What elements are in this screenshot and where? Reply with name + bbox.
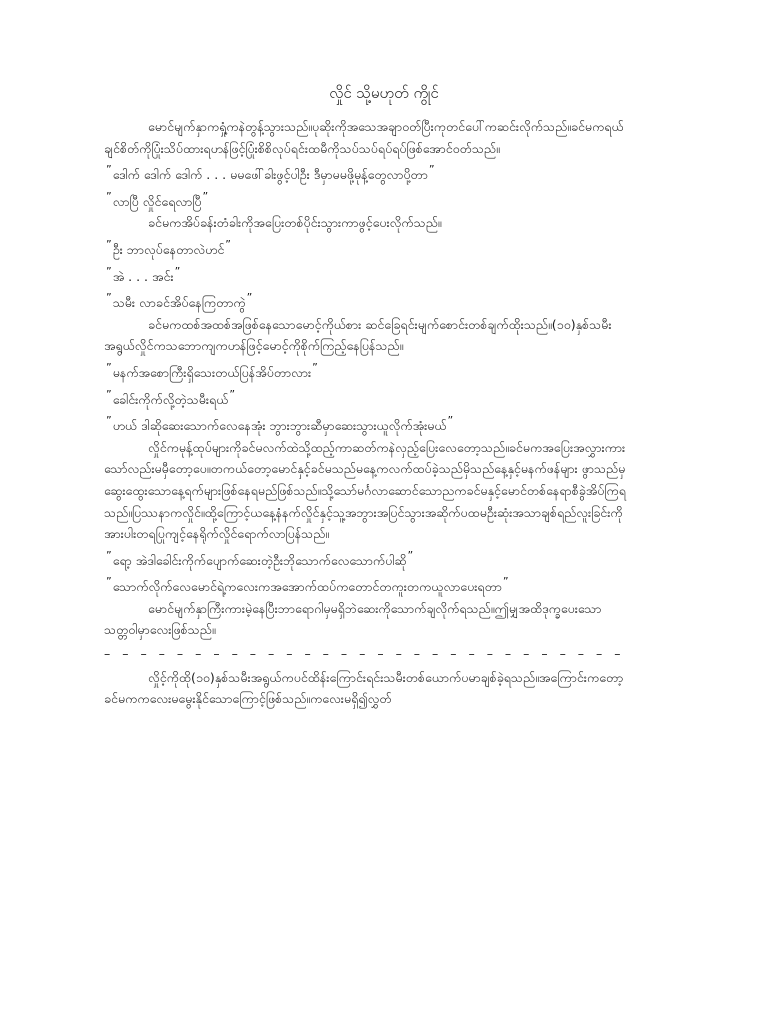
paragraph: ခင်မကအိပ်ခန်းတံခါးကိုအပြေးတစ်ပိုင်းသွားကာဖွင့်ပေးလိုက်သည်။ [148,215,442,231]
paragraph: မောင်မျက်နှာကရှုံ့ကနဲတွန့်သွားသည်။ပုဆိုးကိုအသေအချာဝတ်ပြီးကုတင်ပေါ်ကဆင်းလိုက်သည်။ခင်မကရယ်ချင်စိတ်ကိုပြုံးသိပ်ထားရဟန်ဖြင့်ပြုံးစိစိလုပ်ရင်းထမီကိုသပ်သပ်ရပ်ရပ်ဖြစ်အောင်ဝတ်သည်။ [104,119,624,156]
dialog-line [104,159,630,186]
document-body [104,116,630,710]
dialog-line [104,384,630,411]
dialog-line [104,287,630,314]
dialog-text: ” ရော့ အဲဒါခေါင်းကိုက်ပျောက်ဆေးတဲ့ဦးဘိုသောက်လေသောက်ပါဆို ” [106,553,413,568]
paragraph: လှိုင်ကမုန့်ထုပ်များကိုခင်မလက်ထဲသို့ထည့်ကာဆတ်ကနဲလှည့်ပြေးလေတော့သည်။ခင်မကအပြေးအလွှားကားသော်လည်းမမှီတော့ပေ။တကယ်တော့မောင်နှင့်ခင်မသည်မနေ့ကလက်ထပ်ခဲ့သည်မှိသည်နေ့နှင့်မနက်ဖန်များ ဖွာသည်မှ ဆွေးထွေးသောနေ့ရက်များဖြစ်နေရမည်ဖြစ်သည်။သို့သော်မင်္ဂလာဆောင်သောညကခင်မနှင့်မောင်တစ်နေရာစီခွဲအိပ်ကြရသည်။ပြဿနာကလှိုင်။ထို့ကြောင့်ယနေ့နံနက်လှိုင်နှင့်သူ့အဘွားအပြင်သွားအဆိုက်ပထမဦးဆုံးအသာချစ်ရည်လူးခြင်းကိုအားပါးတရပြုကျင့်နေရိုက်လှိုင်ရောက်လာပြန်သည်။ [104,439,626,542]
dialog-text: ” ဦး ဘာလုပ်နေတာလဲဟင် ” [106,242,231,257]
dialog-text: ” သမီး လာခင်အိပ်နေကြတာကွဲ ” [106,295,252,310]
section-separator: – – – – – – – – – – – – – – – – – – – – – – – – – – – – – [104,646,625,662]
dialog-line [104,571,630,598]
dialog-text: ” ခေါင်းကိုက်လို့တဲ့သမီးရယ် ” [106,392,235,407]
page-title: လှိုင် သို့မဟုတ် ကွိုင် [329,84,439,102]
dialog-line [104,357,630,384]
dialog-text: ” လာပြီ လှိုင်ရေလာပြီ ” [106,194,208,209]
dialog-text: ” အဲ . . . အင်း ” [106,269,180,284]
dialog-text: ” ဒေါက် ဒေါက် ဒေါက် . . . မမဖေါ်ခါးဖွင့်ပါဦး ဒီမှာမမဖို့မုန့်တွေလာပို့တာ ” [106,167,435,182]
dialog-text: ” မနက်အစောကြီးရှိသေးတယ်ပြန်အိပ်တာလား ” [106,365,318,380]
dialog-text: ” သောက်လိုက်လေမောင်ရဲ့ကလေးကအအောက်ထပ်ကတောင်တကူးတကယူလာပေးရတာ ” [106,579,509,594]
dialog-line [104,261,630,288]
paragraph: မောင်မျက်နှာကြီးကားမဲ့နေပြီးဘာရောဂါမှမရှိဘဲဆေးကိုသောက်ချလိုက်ရသည်။ဤမျှအထိဒုက္ခပေးသောသတ္တဝါမှာလေးဖြစ်သည်။ [104,600,602,638]
dialog-line [104,186,630,213]
dialog-line [104,545,630,572]
dialog-text: ” ဟယ် ဒါဆိုဆေးသောက်လေနေအုံး ဘွားဘွားဆီမှာဆေးသွားယူလိုက်အုံးမယ် ” [106,418,453,433]
dialog-line [104,410,630,437]
dialog-line [104,234,630,261]
paragraph: ခင်မကထစ်အထစ်အဖြစ်နေသောမောင့်ကိုယ်စား ဆင်ခြေရင်းမျက်စောင်းတစ်ချက်ထိုးသည်။(၁၀)နှစ်သမီးအရွယ်လှိုင်ကသဘောကျကဟန်ဖြင့်မောင့်ကိုစိုက်ကြည့်နေပြန်သည်။ [104,316,612,354]
paragraph: လှိုင့်ကိုထို(၁၀)နှစ်သမီးအရွယ်ကပင်ထိန်းကြောင်းရင်းသမီးတစ်ယောက်ပမာချစ်ခဲ့ရသည်။အကြောင်းကတော့ခင်မကကလေးမမွေးနိုင်သောကြောင့်ဖြစ်သည်။ကလေးမရှိ၍လွှတ် [104,669,624,707]
